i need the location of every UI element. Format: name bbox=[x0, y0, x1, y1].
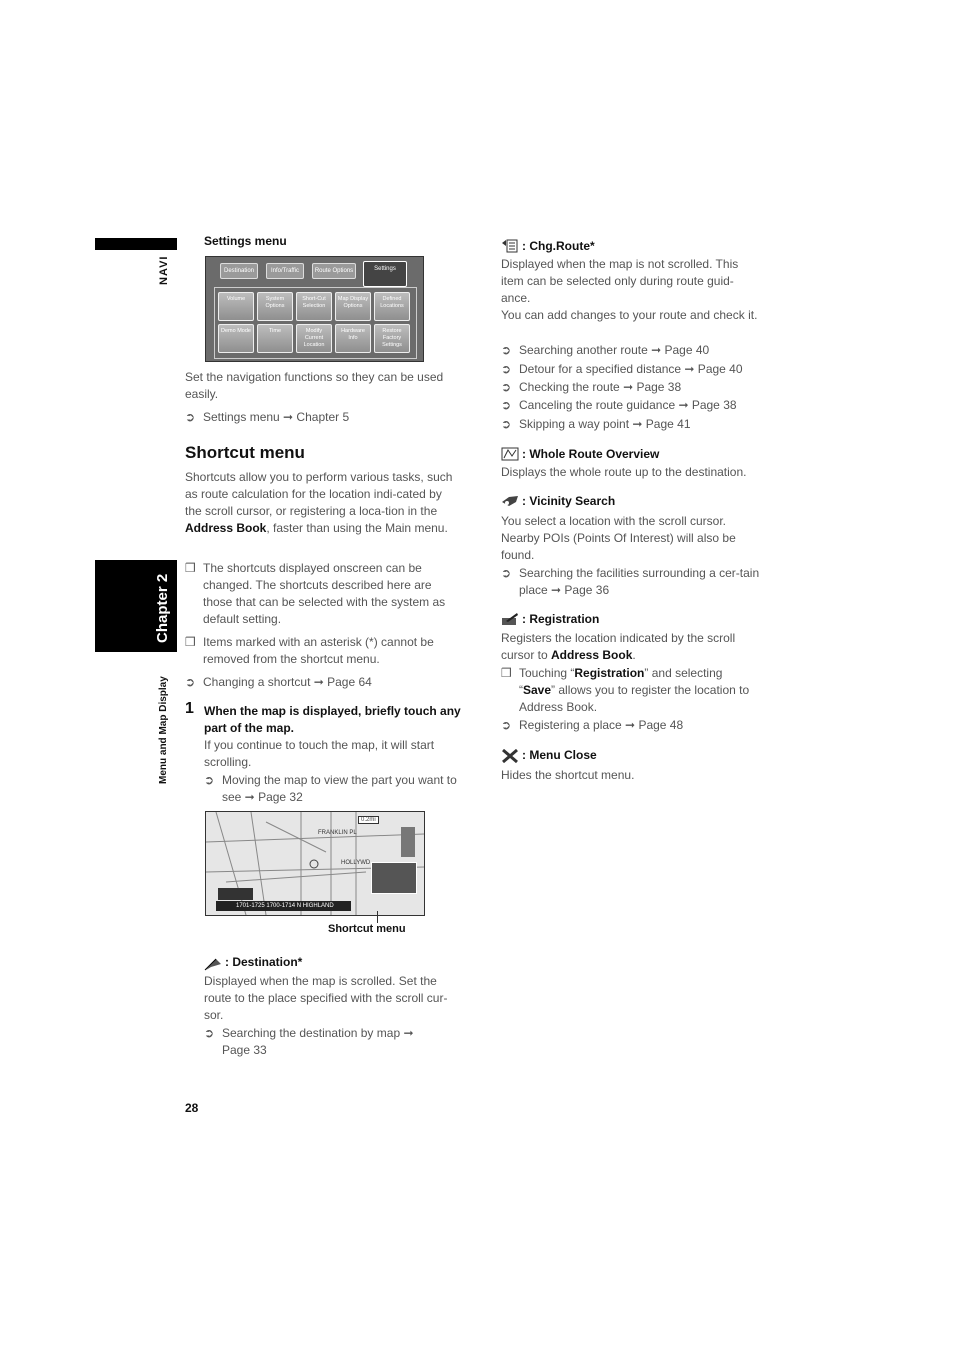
settings-btn-demo-mode: Demo Mode bbox=[218, 324, 254, 353]
map-shortcut-panel bbox=[371, 862, 417, 894]
map-screenshot bbox=[205, 811, 425, 916]
menuclose-desc: Hides the shortcut menu. bbox=[501, 768, 635, 782]
shortcut-intro: Shortcuts allow you to perform various tasks, such as route calculation for the location indi-cated by the scroll cursor, or registering a loca-tion in the Address Book, faster than using the Main menu. bbox=[185, 470, 453, 535]
map-caption: Shortcut menu bbox=[328, 923, 406, 935]
registration-title: : Registration bbox=[522, 612, 600, 626]
ref-icon: ➲ bbox=[501, 362, 512, 376]
map-street-bar: 1701-1725 1700-1714 N HIGHLAND bbox=[216, 901, 351, 911]
settings-btn-system-options: System Options bbox=[257, 292, 293, 321]
destination-title: : Destination* bbox=[225, 955, 303, 969]
chgroute-title: : Chg.Route* bbox=[522, 239, 595, 253]
menu-close-icon bbox=[501, 749, 519, 763]
tab-destination: Destination bbox=[220, 263, 258, 279]
settings-heading: Settings menu bbox=[204, 234, 287, 248]
settings-btn-map-display-options: Map Display Options bbox=[335, 292, 371, 321]
registration-note: ❒ Touching “Registration” and selecting “Save” allows you to register the location to Address Book. bbox=[501, 666, 750, 714]
settings-btn-shortcut-selection: Short-Cut Selection bbox=[296, 292, 332, 321]
ref-icon: ➲ bbox=[204, 773, 215, 787]
destination-flag-icon bbox=[204, 957, 222, 971]
map-callout-line bbox=[377, 911, 378, 923]
settings-btn-restore-factory: Restore Factory Settings bbox=[374, 324, 410, 353]
settings-ref: ➲ Settings menu ➞ Chapter 5 bbox=[185, 410, 350, 424]
menuclose-title: : Menu Close bbox=[522, 748, 597, 762]
map-turn-box bbox=[218, 888, 253, 900]
page-number: 28 bbox=[185, 1101, 199, 1115]
chgroute-ref-1: ➲ Searching another route ➞ Page 40 bbox=[501, 343, 710, 357]
settings-screenshot bbox=[205, 256, 424, 362]
settings-btn-defined-locations: Defined Locations bbox=[374, 292, 410, 321]
ref-icon: ➲ bbox=[501, 398, 512, 412]
chgroute-desc-2: You can add changes to your route and check it. bbox=[501, 308, 758, 322]
ref-icon: ➲ bbox=[501, 343, 512, 357]
sidebar-chapter-label: Chapter 2 bbox=[154, 573, 171, 643]
tab-settings: Settings bbox=[363, 261, 407, 287]
ref-icon: ➲ bbox=[185, 410, 196, 424]
shortcut-ref: ➲ Changing a shortcut ➞ Page 64 bbox=[185, 675, 372, 689]
step-ref: ➲ Moving the map to view the part you want to see ➞ Page 32 bbox=[204, 773, 457, 804]
settings-btn-volume: Volume bbox=[218, 292, 254, 321]
vicinity-search-icon bbox=[501, 494, 519, 508]
sidebar-top-bar bbox=[95, 238, 177, 250]
route-overview-icon bbox=[501, 447, 519, 461]
settings-desc: Set the navigation functions so they can be used easily. bbox=[185, 370, 444, 401]
settings-btn-hardware-info: Hardware Info bbox=[335, 324, 371, 353]
tab-route-options: Route Options bbox=[312, 263, 356, 279]
chgroute-desc-1: Displayed when the map is not scrolled. This item can be selected only during route guid-ance. bbox=[501, 257, 739, 305]
vicinity-title: : Vicinity Search bbox=[522, 494, 616, 508]
shortcut-heading: Shortcut menu bbox=[185, 443, 305, 462]
chgroute-ref-4: ➲ Canceling the route guidance ➞ Page 38 bbox=[501, 398, 737, 412]
overview-title: : Whole Route Overview bbox=[522, 447, 660, 461]
registration-desc: Registers the location indicated by the scroll cursor to Address Book. bbox=[501, 631, 736, 662]
ref-icon: ➲ bbox=[501, 566, 512, 580]
vicinity-desc: You select a location with the scroll cursor. Nearby POIs (Points Of Interest) will also be found. bbox=[501, 514, 736, 562]
tab-info-traffic: Info/Traffic bbox=[266, 263, 304, 279]
settings-btn-modify-location: Modify Current Location bbox=[296, 324, 332, 353]
ref-icon: ➲ bbox=[501, 380, 512, 394]
registration-ref: ➲ Registering a place ➞ Page 48 bbox=[501, 718, 684, 732]
map-label-hollywd: HOLLYWD bbox=[341, 860, 371, 866]
chgroute-ref-5: ➲ Skipping a way point ➞ Page 41 bbox=[501, 417, 691, 431]
shortcut-note-2: ❒ Items marked with an asterisk (*) cannot be removed from the shortcut menu. bbox=[185, 635, 434, 666]
shortcut-note-1: ❒ The shortcuts displayed onscreen can be changed. The shortcuts described here are those that can be selected with the system as default setting. bbox=[185, 561, 446, 626]
sidebar-section-label: Menu and Map Display bbox=[158, 676, 169, 784]
destination-desc: Displayed when the map is scrolled. Set the route to the place specified with the scroll cur-sor. bbox=[204, 974, 448, 1022]
map-distance: 0.2mi bbox=[358, 816, 379, 824]
step-number: 1 bbox=[185, 700, 194, 717]
step-desc: If you continue to touch the map, it will start scrolling. bbox=[204, 738, 435, 769]
note-icon: ❒ bbox=[185, 561, 196, 575]
overview-desc: Displays the whole route up to the destination. bbox=[501, 465, 747, 479]
chgroute-ref-3: ➲ Checking the route ➞ Page 38 bbox=[501, 380, 682, 394]
step-title: When the map is displayed, briefly touch any part of the map. bbox=[204, 704, 461, 735]
settings-btn-time: Time bbox=[257, 324, 293, 353]
note-icon: ❒ bbox=[501, 666, 512, 680]
map-zoom-buttons bbox=[401, 827, 415, 857]
vicinity-ref: ➲ Searching the facilities surrounding a cer-tain place ➞ Page 36 bbox=[501, 566, 760, 597]
chgroute-ref-2: ➲ Detour for a specified distance ➞ Page 40 bbox=[501, 362, 743, 376]
ref-icon: ➲ bbox=[501, 417, 512, 431]
destination-ref: ➲ Searching the destination by map ➞ Page 33 bbox=[204, 1026, 414, 1057]
chg-route-icon bbox=[501, 239, 519, 253]
note-icon: ❒ bbox=[185, 635, 196, 649]
map-label-franklin: FRANKLIN PL bbox=[318, 830, 357, 836]
ref-icon: ➲ bbox=[185, 675, 196, 689]
ref-icon: ➲ bbox=[501, 718, 512, 732]
sidebar-navi-label: NAVI bbox=[158, 255, 170, 285]
registration-icon bbox=[501, 612, 519, 626]
ref-icon: ➲ bbox=[204, 1026, 215, 1040]
